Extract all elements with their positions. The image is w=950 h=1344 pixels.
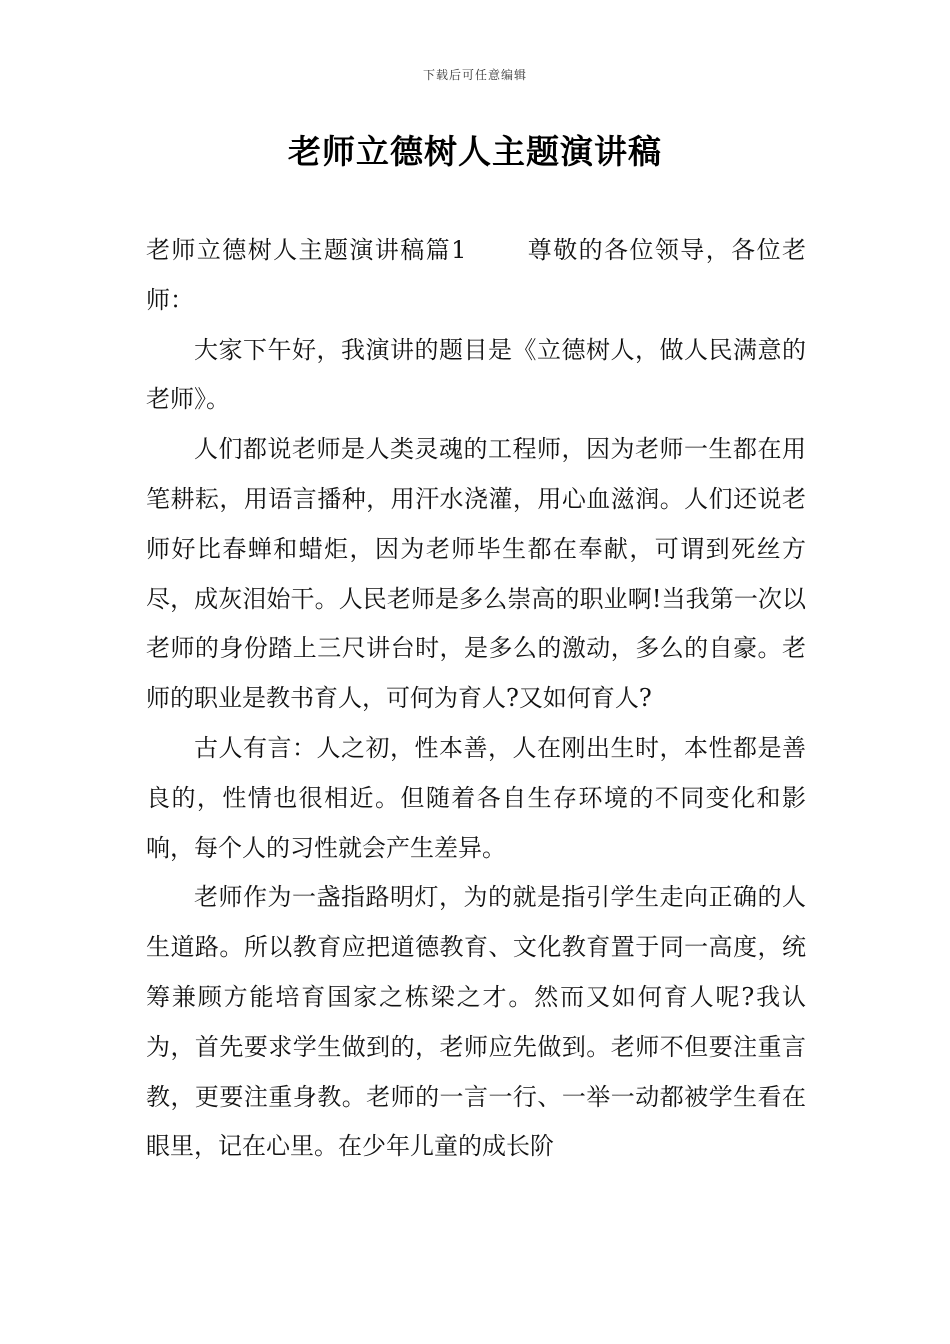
salutation: 尊敬的各位领导，各位老师：: [146, 236, 806, 314]
paragraph: 老师作为一盏指路明灯，为的就是指引学生走向正确的人生道路。所以教育应把道德教育、文化教育置于同一高度，统筹兼顾方能培育国家之栋梁之才。然而又如何育人呢?我认为，首先要求学生做到的，老师应先做到。老师不但要注重言教，更要注重身教。老师的一言一行、一举一动都被学生看在眼里，记在心里。在少年儿童的成长阶: [146, 883, 806, 1161]
header-note: 下载后可任意编辑: [422, 68, 527, 82]
paragraph: 古人有言：人之初，性本善，人在刚出生时，本性都是善良的，性情也很相近。但随着各自生存环境的不同变化和影响，每个人的习性就会产生差异。: [146, 733, 806, 862]
paragraph: 人们都说老师是人类灵魂的工程师，因为老师一生都在用笔耕耘，用语言播种，用汗水浇灌，用心血滋润。人们还说老师好比春蝉和蜡炬，因为老师毕生都在奉献，可谓到死丝方尽，成灰泪始干。人民老师是多么崇高的职业啊!当我第一次以老师的身份踏上三尺讲台时，是多么的激动，多么的自豪。老师的职业是教书育人，可何为育人?又如何育人?: [146, 435, 806, 713]
document-title: 老师立德树人主题演讲稿: [288, 132, 662, 171]
intro-paragraph: [146, 226, 806, 326]
document-body: [146, 226, 806, 1172]
paragraph: 大家下午好，我演讲的题目是《立德树人，做人民满意的老师》。: [146, 335, 806, 414]
section-label: 老师立德树人主题演讲稿篇1: [146, 236, 467, 264]
